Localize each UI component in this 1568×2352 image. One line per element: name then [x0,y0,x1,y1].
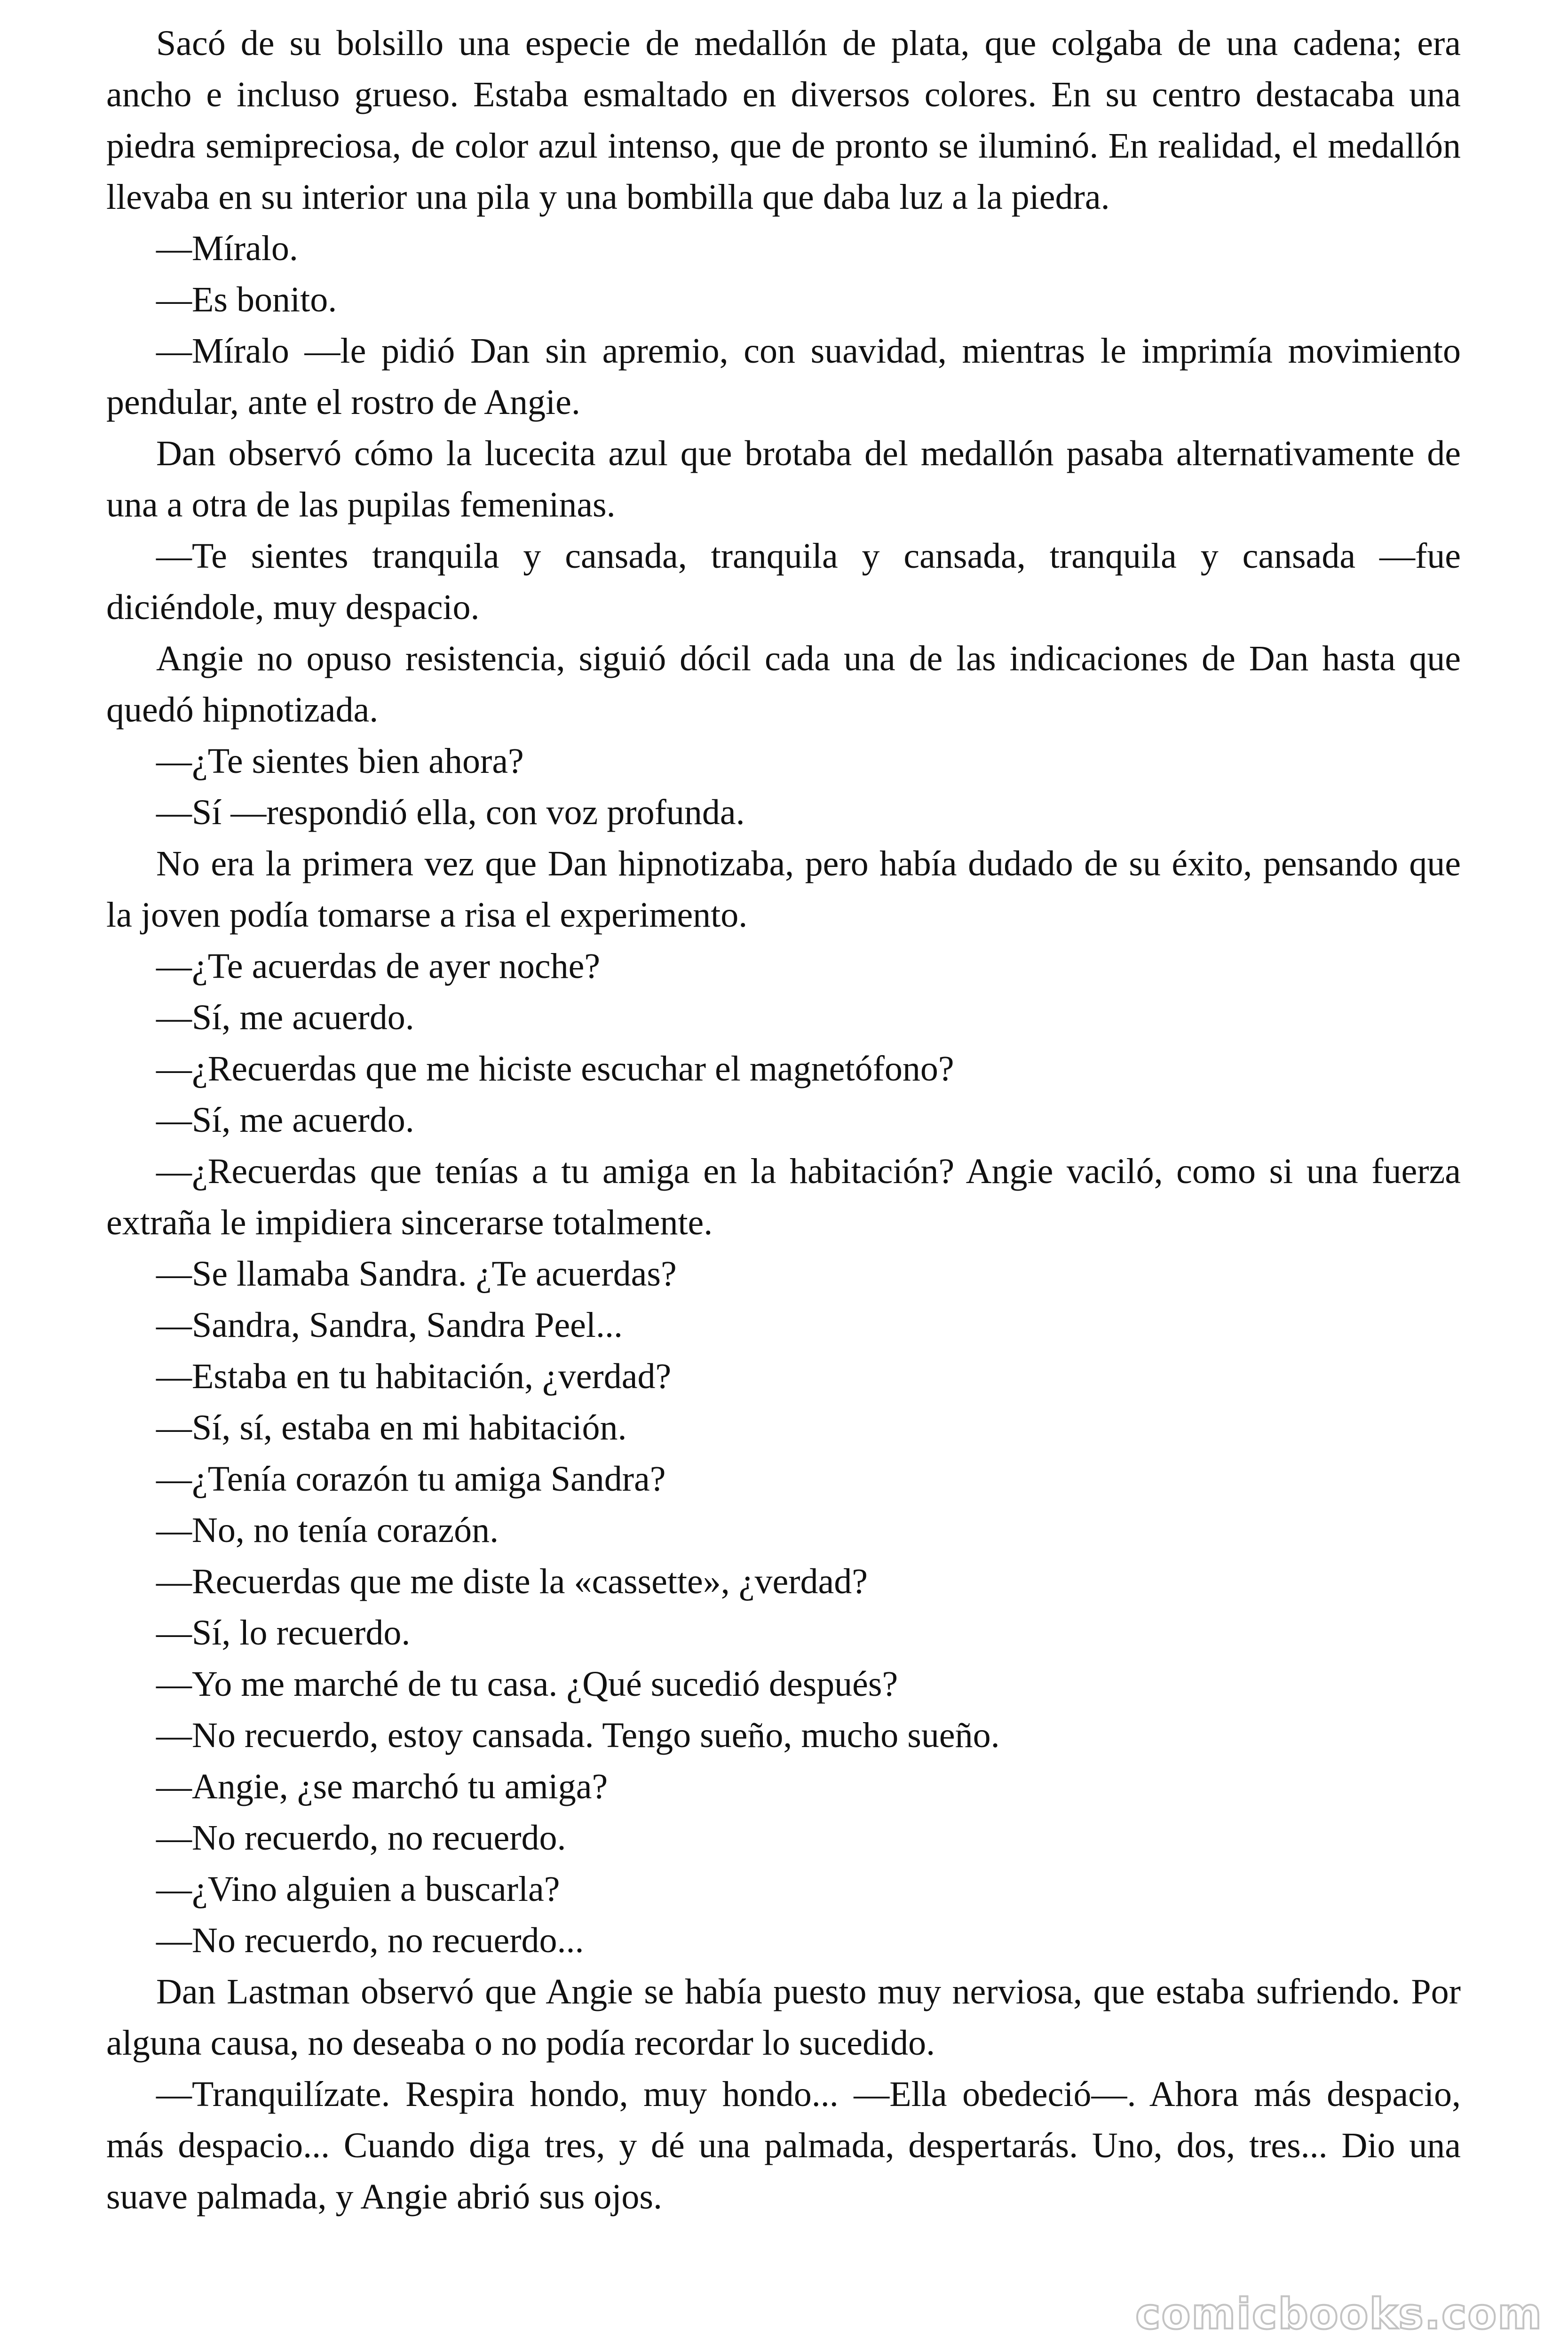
paragraph: —¿Recuerdas que tenías a tu amiga en la habitación? Angie vaciló, como si una fuerza extraña le impidiera sincerarse totalmente. [106,1152,1461,1242]
paragraph: —Estaba en tu habitación, ¿verdad? [156,1357,672,1396]
book-page-text [106,18,1461,2223]
paragraph: —Sí, me acuerdo. [156,1100,414,1140]
paragraph: —¿Te acuerdas de ayer noche? [156,946,601,986]
paragraph: No era la primera vez que Dan hipnotizaba, pero había dudado de su éxito, pensando que la joven podía tomarse a risa el experimento. [106,844,1461,935]
paragraph: —No recuerdo, estoy cansada. Tengo sueño, mucho sueño. [156,1716,1000,1755]
paragraph: Angie no opuso resistencia, siguió dócil cada una de las indicaciones de Dan hasta que quedó hipnotizada. [106,639,1461,730]
paragraph: —No recuerdo, no recuerdo. [156,1818,566,1858]
paragraph: —¿Vino alguien a buscarla? [156,1869,560,1909]
paragraph: —Te sientes tranquila y cansada, tranquila y cansada, tranquila y cansada —fue diciéndole, muy despacio. [106,536,1461,627]
paragraph: Dan observó cómo la lucecita azul que brotaba del medallón pasaba alternativamente de una a otra de las pupilas femeninas. [106,434,1461,524]
paragraph: Dan Lastman observó que Angie se había puesto muy nerviosa, que estaba sufriendo. Por alguna causa, no deseaba o no podía recordar lo sucedido. [106,1972,1461,2063]
paragraph: —Sí —respondió ella, con voz profunda. [156,793,745,832]
paragraph: —Angie, ¿se marchó tu amiga? [156,1767,608,1806]
paragraph: —Sandra, Sandra, Sandra Peel... [156,1305,623,1345]
paragraph: —No recuerdo, no recuerdo... [156,1921,584,1960]
paragraph: —Se llamaba Sandra. ¿Te acuerdas? [156,1254,677,1294]
paragraph: —Míralo —le pidió Dan sin apremio, con suavidad, mientras le imprimía movimiento pendular, ante el rostro de Angie. [106,331,1461,422]
paragraph: —Sí, lo recuerdo. [156,1613,411,1653]
paragraph: —Recuerdas que me diste la «cassette», ¿verdad? [156,1562,868,1601]
paragraph: Sacó de su bolsillo una especie de medallón de plata, que colgaba de una cadena; era ancho e incluso grueso. Estaba esmaltado en diversos colores. En su centro destacaba una piedra semipreciosa, de color azul intenso, que de pronto se iluminó. En realidad, el medallón llevaba en su interior una pila y una bombilla que daba luz a la piedra. [106,24,1461,217]
paragraph: —Sí, sí, estaba en mi habitación. [156,1408,627,1447]
paragraph: —Es bonito. [156,280,337,319]
paragraph: —Sí, me acuerdo. [156,998,414,1037]
paragraph: —¿Tenía corazón tu amiga Sandra? [156,1459,666,1499]
watermark-text: comicbooks.com [1135,2289,1543,2339]
paragraph: —Tranquilízate. Respira hondo, muy hondo... —Ella obedeció—. Ahora más despacio, más despacio... Cuando diga tres, y dé una palmada, despertarás. Uno, dos, tres... Dio una suave palmada, y Angie abrió sus ojos. [106,2074,1461,2217]
paragraph: —Míralo. [156,229,298,268]
paragraph: —Yo me marché de tu casa. ¿Qué sucedió después? [156,1664,898,1704]
paragraph: —¿Te sientes bien ahora? [156,741,524,781]
paragraph: —No, no tenía corazón. [156,1510,499,1550]
paragraph: —¿Recuerdas que me hiciste escuchar el magnetófono? [156,1049,954,1089]
